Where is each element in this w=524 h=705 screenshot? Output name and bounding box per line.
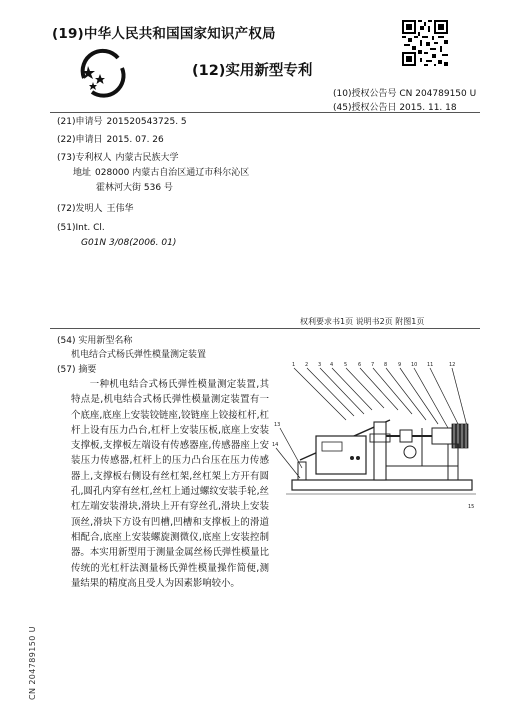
leader-line bbox=[414, 368, 448, 428]
application-date: 2015. 07. 26 bbox=[106, 135, 164, 145]
owner: 内蒙古民族大学 bbox=[115, 153, 179, 163]
leader-line bbox=[307, 368, 354, 416]
utility-model-title: 机电结合式杨氏弹性模量测定装置 bbox=[71, 350, 207, 360]
owner-label: (73)专利权人 bbox=[57, 153, 112, 163]
address-line-1: 028000 内蒙古自治区通辽市科尔沁区 bbox=[95, 168, 250, 178]
figure-number: 8 bbox=[384, 362, 388, 368]
figure-number: 7 bbox=[371, 362, 375, 368]
figure-number: 14 bbox=[272, 442, 279, 448]
publication-number: (10)授权公告号 CN 204789150 U bbox=[333, 89, 477, 99]
owner-row bbox=[57, 152, 179, 164]
hand-wheel bbox=[404, 446, 416, 458]
slider-block bbox=[400, 430, 412, 442]
inventor-row bbox=[57, 203, 134, 215]
figure-number: 4 bbox=[330, 362, 334, 368]
title-label: (54) 实用新型名称 bbox=[57, 336, 133, 346]
figure-number: 15 bbox=[468, 504, 475, 510]
figure-number: 1 bbox=[292, 362, 296, 368]
figure-number: 12 bbox=[449, 362, 456, 368]
figure-number: 9 bbox=[398, 362, 402, 368]
int-cl-label: (51)Int. Cl. bbox=[57, 223, 105, 233]
figure-number: 10 bbox=[411, 362, 418, 368]
abstract-label: (57) 摘要 bbox=[57, 365, 97, 375]
address-line-2: 霍林河大街 536 号 bbox=[96, 183, 173, 193]
address-label: 地址 bbox=[73, 168, 92, 178]
micrometer-body bbox=[432, 428, 452, 444]
application-date-row bbox=[57, 134, 164, 146]
office-name: (19)中华人民共和国国家知识产权局 bbox=[52, 26, 276, 42]
sensor-column bbox=[374, 422, 386, 480]
figure-number: 2 bbox=[305, 362, 309, 368]
abstract-text: 一种机电结合式杨氏弹性模量测定装置,其特点是,机电结合式杨氏弹性模量测定装置有一个底座,底座上安装铰链座,铰链座上铰接杠杆,杠杆上设有压力凸台,杠杆上安装压板,底座上安装支撑板,支撑板左端设有传感器座,传感器座上安装压力传感器,杠杆上的压力凸台压在压力传感器上,支撑板右侧设有丝杠架,丝杠架上方开有圆孔,圆孔内穿有丝杠,丝杠上通过螺纹安装手轮,丝杠左端安装滑块,滑块上开有穿丝孔,滑块上安装顶丝,滑块下方设有凹槽,凹槽和支撑板上的滑道相配合,底座上安装螺旋测微仪,底座上安装控制器。本实用新型用于测量金属丝杨氏弹性模量比传统的光杠杆法测量杨氏弹性模量操作简便,测量结果的精度高且受人为因素影响较小。 bbox=[71, 379, 269, 589]
leader-line bbox=[276, 448, 300, 478]
header-rule bbox=[50, 112, 480, 113]
cnipa-logo bbox=[78, 48, 128, 98]
figure-number: 11 bbox=[427, 362, 434, 368]
application-number-row bbox=[57, 116, 187, 128]
leader-line bbox=[294, 368, 346, 420]
figure-number: 13 bbox=[274, 422, 281, 428]
inventor: 王伟华 bbox=[106, 204, 134, 214]
leader-line bbox=[386, 368, 426, 420]
side-publication-number: CN 204789150 U bbox=[28, 626, 37, 700]
page-count-line: 权利要求书1页 说明书2页 附图1页 bbox=[300, 317, 425, 326]
section-rule bbox=[50, 328, 480, 329]
leader-line bbox=[320, 368, 364, 414]
inventor-label: (72)发明人 bbox=[57, 204, 103, 214]
figure-number: 6 bbox=[358, 362, 362, 368]
support-plate bbox=[386, 466, 458, 480]
figure-number: 3 bbox=[318, 362, 322, 368]
figure-number: 5 bbox=[344, 362, 348, 368]
publication-date: (45)授权公告日 2015. 11. 18 bbox=[333, 103, 457, 113]
base-plate bbox=[292, 480, 472, 490]
device-drawing bbox=[272, 358, 480, 518]
leader-line bbox=[452, 368, 468, 430]
leader-line bbox=[373, 368, 412, 414]
qr-code bbox=[402, 20, 448, 66]
application-number-label: (21)申请号 bbox=[57, 117, 103, 127]
address-row bbox=[73, 167, 249, 179]
application-number: 201520543725. 5 bbox=[106, 117, 187, 127]
patent-type: (12)实用新型专利 bbox=[192, 63, 313, 79]
ipc-code: G01N 3/08(2006. 01) bbox=[81, 238, 177, 248]
application-date-label: (22)申请日 bbox=[57, 135, 103, 145]
